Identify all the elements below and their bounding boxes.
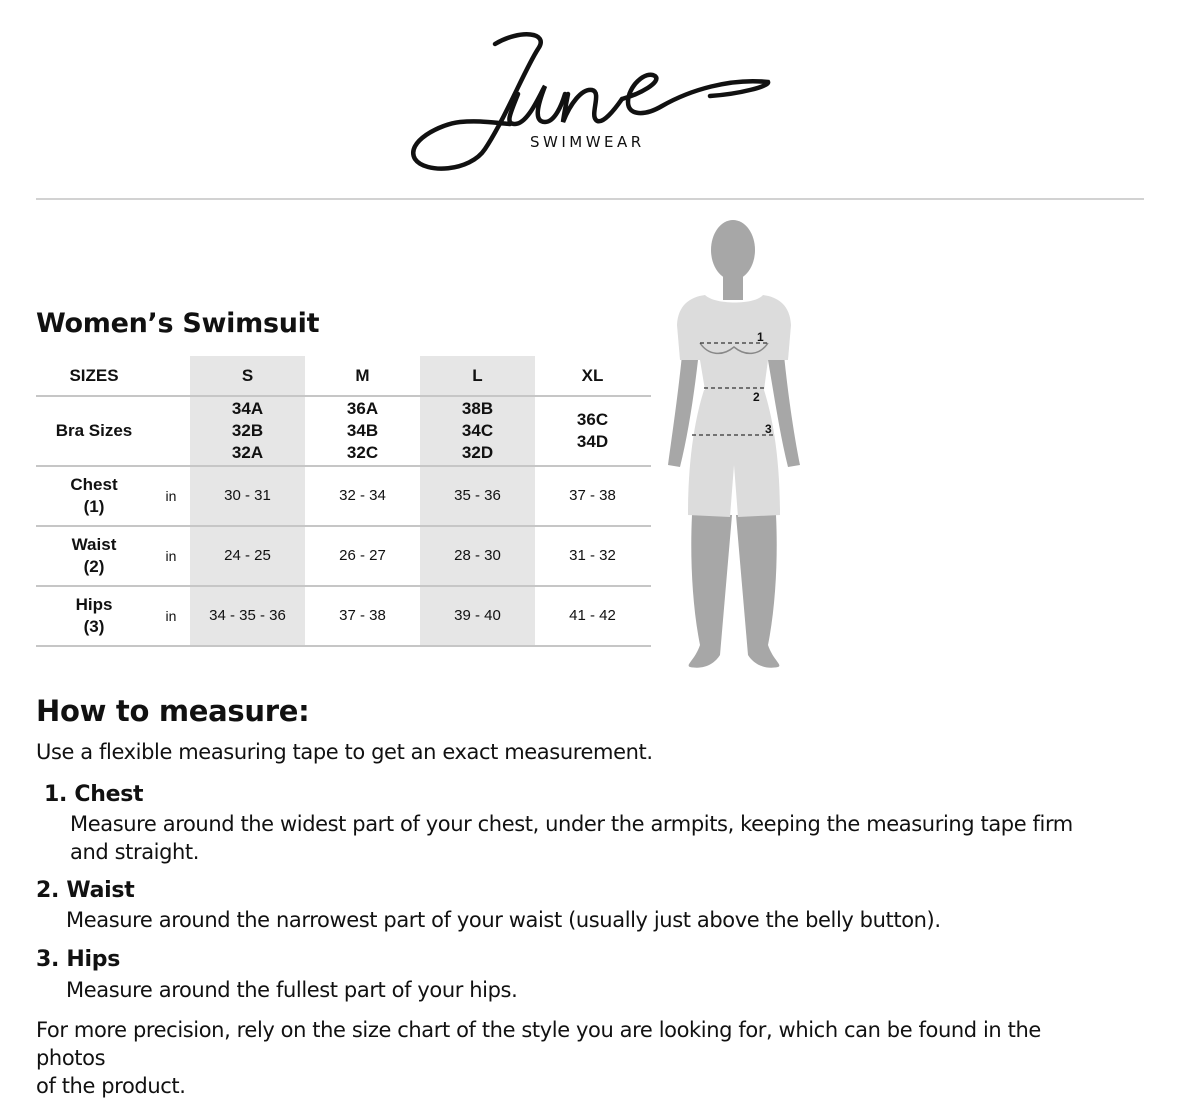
table-cell: 36C 34D — [576, 410, 609, 451]
table-row — [36, 396, 651, 466]
marker-chest: 1 — [757, 330, 764, 344]
table-cell: 28 - 30 — [454, 547, 501, 564]
table-cell: 34A 32B 32A — [231, 399, 264, 462]
unit-label: in — [165, 608, 177, 624]
size-s-header: S — [241, 366, 254, 385]
step-waist-text: Measure around the narrowest part of your waist (usually just above the belly button). — [66, 908, 941, 932]
table-cell: 37 - 38 — [569, 487, 616, 504]
step-hips-title: 3. Hips — [36, 947, 121, 972]
step-chest-title: 1. Chest — [44, 782, 144, 807]
brand-logo — [400, 24, 780, 184]
table-cell: 37 - 38 — [339, 607, 386, 624]
size-m-header: M — [355, 366, 370, 385]
header-divider — [36, 198, 1144, 200]
table-cell: 30 - 31 — [224, 487, 271, 504]
how-to-intro: Use a flexible measuring tape to get an exact measurement. — [36, 740, 653, 764]
step-hips-text: Measure around the fullest part of your hips. — [66, 978, 518, 1002]
body-silhouette-illustration — [660, 215, 820, 675]
how-to-title: How to measure: — [36, 694, 310, 728]
table-cell: 39 - 40 — [454, 607, 501, 624]
table-cell: 24 - 25 — [224, 547, 271, 564]
row-divider — [36, 645, 651, 647]
unit-label: in — [165, 548, 177, 564]
table-row — [36, 466, 651, 526]
marker-waist: 2 — [753, 390, 760, 404]
table-row — [36, 526, 651, 586]
table-cell: 31 - 32 — [569, 547, 616, 564]
size-xl-header: XL — [581, 366, 604, 385]
table-cell: 26 - 27 — [339, 547, 386, 564]
brand-tagline: SWIMWEAR — [530, 133, 645, 151]
step-waist-title: 2. Waist — [36, 878, 135, 903]
marker-hips: 3 — [765, 422, 772, 436]
step-chest-text: Measure around the widest part of your chest, under the armpits, keeping the measuring tape firm and straight. — [70, 812, 1073, 864]
row-label: Hips (3) — [75, 595, 113, 636]
row-label: Waist (2) — [71, 535, 117, 576]
row-label: Bra Sizes — [55, 421, 133, 440]
table-cell: 32 - 34 — [339, 487, 386, 504]
table-cell: 35 - 36 — [454, 487, 501, 504]
header-row — [36, 356, 651, 396]
unit-label: in — [165, 488, 177, 504]
table-cell: 36A 34B 32C — [346, 399, 379, 462]
table-row — [36, 586, 651, 646]
size-l-header: L — [472, 366, 483, 385]
table-cell: 41 - 42 — [569, 607, 616, 624]
sizes-header: SIZES — [69, 366, 119, 385]
table-title: Women’s Swimsuit — [36, 308, 320, 339]
body-figure — [660, 215, 820, 675]
june-script-logo — [400, 24, 780, 184]
row-label: Chest (1) — [70, 475, 118, 516]
table-cell: 34 - 35 - 36 — [209, 607, 286, 624]
footer-note: For more precision, rely on the size chart of the style you are looking for, which can be found in the photos of the product. — [36, 1018, 1041, 1098]
table-cell: 38B 34C 32D — [461, 399, 494, 462]
